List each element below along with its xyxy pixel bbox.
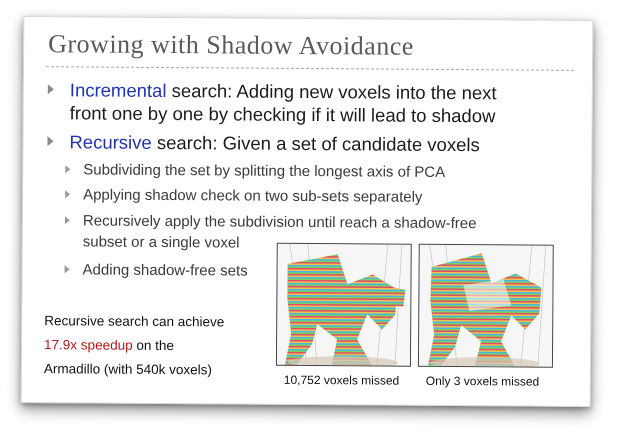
- sub-bullet-text-line2: subset or a single voxel: [82, 233, 240, 252]
- bullet-text: search: Given a set of candidate voxels: [151, 131, 480, 156]
- armadillo-render-right: [418, 244, 554, 368]
- sub-bullet-text: Applying shadow check on two sub-sets separately: [83, 186, 423, 206]
- armadillo-left-graphic: [277, 244, 411, 366]
- bullet-incremental: [48, 78, 548, 127]
- sub-bullet-arrow-icon: [65, 165, 70, 173]
- note-line2: on the: [132, 337, 174, 354]
- sub-bullet-text: Recursively apply the subdivision until reach a shadow-free: [82, 212, 477, 233]
- sub-bullet-arrow-icon: [65, 265, 70, 273]
- sub-bullet-text: Subdividing the set by splitting the longest axis of PCA: [83, 161, 446, 181]
- slide-title: Growing with Shadow Avoidance: [48, 29, 414, 61]
- slide: [21, 16, 594, 407]
- bullet-text: search: Adding new voxels into the next: [166, 80, 497, 104]
- armadillo-right-graphic: [419, 245, 553, 367]
- sub-bullet-text: Adding shadow-free sets: [82, 261, 248, 280]
- speedup-note: [44, 309, 274, 383]
- note-line3: Armadillo (with 540k voxels): [43, 361, 213, 378]
- bullet-recursive: [47, 130, 547, 156]
- bullet-arrow-icon: [47, 136, 53, 146]
- note-line1: Recursive search can achieve: [44, 313, 225, 330]
- sub-bullet: [65, 184, 485, 208]
- note-highlight: 17.9x speedup: [44, 337, 133, 353]
- caption-left: 10,752 voxels missed: [283, 372, 400, 388]
- title-divider: [46, 66, 574, 71]
- caption-right: Only 3 voxels missed: [425, 373, 540, 389]
- sub-bullet: [65, 159, 485, 183]
- bullet-arrow-icon: [48, 84, 54, 94]
- armadillo-render-left: [276, 243, 412, 367]
- sub-bullet-arrow-icon: [65, 216, 70, 224]
- sub-bullet-arrow-icon: [65, 190, 70, 198]
- bullet-text-line2: front one by one by checking if it will lead to shadow: [69, 102, 496, 127]
- bullet-keyword: Incremental: [69, 79, 167, 102]
- bullet-keyword: Recursive: [69, 131, 152, 153]
